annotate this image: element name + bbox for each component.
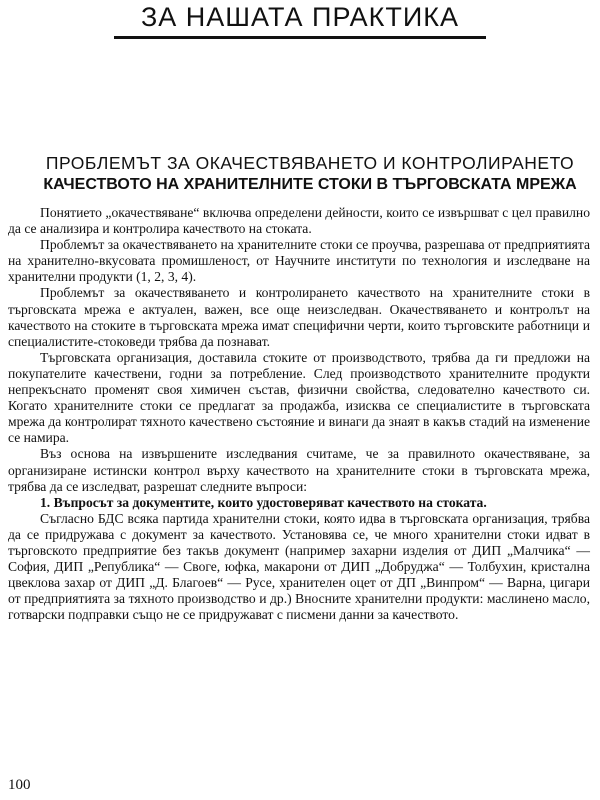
question-heading-1: 1. Въпросът за документите, които удостоверяват качеството на стоката. bbox=[40, 494, 487, 510]
article-title bbox=[40, 152, 580, 196]
paragraph-problem-relevance: Проблемът за окачествяването и контролирането качеството на хранителните стоки в търговската мрежа е актуален, важен, все още неизследван. Окачествяването и контролът на качеството на стоките в търговската мрежа имат специфични черти, които търговските работници и специалистите-стоковеди трябва да познават. bbox=[8, 285, 590, 349]
paragraph-research-sources: Проблемът за окачествяването на хранителните стоки се проучва, разрешава от предприятията на хранително-вкусовата промишленост, от Научните институти по технология и изследване на хранителни продукти (1, 2, 3, 4). bbox=[8, 237, 590, 285]
article-body bbox=[8, 205, 590, 623]
paragraph-documents: Съгласно БДС всяка партида хранителни стоки, която идва в търговската организация, трябва да се придружава с документ за качеството. Установява се, че много хранителни стоки идват в търговското предприятие без такъв документ (например захарни изделия от ДИП „Малчика“ — София, ДИП „Република“ — Своге, юфка, макарони от ДИП „Добруджа“ — Толбухин, кристална цвеклова захар от ДИП „Д. Благоев“ — Русе, хранителен оцет от ДП „Винпром“ — Варна, цигари от предприятията за тяхното производство и др.) Вносните хранителни продукти: маслинено масло, готварски подправки също не се придружават с писмени данни за качеството. bbox=[8, 510, 590, 623]
section-header bbox=[114, 0, 486, 39]
section-title: ЗА НАШАТА ПРАКТИКА bbox=[140, 2, 460, 32]
article-title-line-2: КАЧЕСТВОТО НА ХРАНИТЕЛНИТЕ СТОКИ В ТЪРГОВСКАТА МРЕЖА bbox=[43, 176, 577, 193]
paragraph-trade-organization: Търговската организация, доставила стоките от производството, трябва да ги предложи на покупателите качествени, годни за потребление. След производството хранителните продукти непрекъснато променят своя химичен състав, физични свойства, следователно качеството си. Когато хранителните стоки се предлагат за продажба, изисква се специалистите в търговската мрежа да контролират тяхното качествено състояние и винаги да знаят в какъв стадий на изменение се намира. bbox=[8, 349, 590, 446]
article-title-line-1: ПРОБЛЕМЪТ ЗА ОКАЧЕСТВЯВАНЕТО И КОНТРОЛИРАНЕТО bbox=[45, 153, 575, 173]
paragraph-questions-intro: Въз основа на извършените изследвания считаме, че за правилното окачествяване, за организиране истински контрол върху качеството на хранителните стоки в търговската мрежа, трябва да се изследват, разрешат следните въпроси: bbox=[8, 446, 590, 494]
paragraph-definition: Понятието „окачествяване“ включва определени дейности, които се извършват с цел правилно да се анализира и контролира качеството на стоката. bbox=[8, 205, 590, 237]
page-number: 100 bbox=[8, 777, 31, 793]
